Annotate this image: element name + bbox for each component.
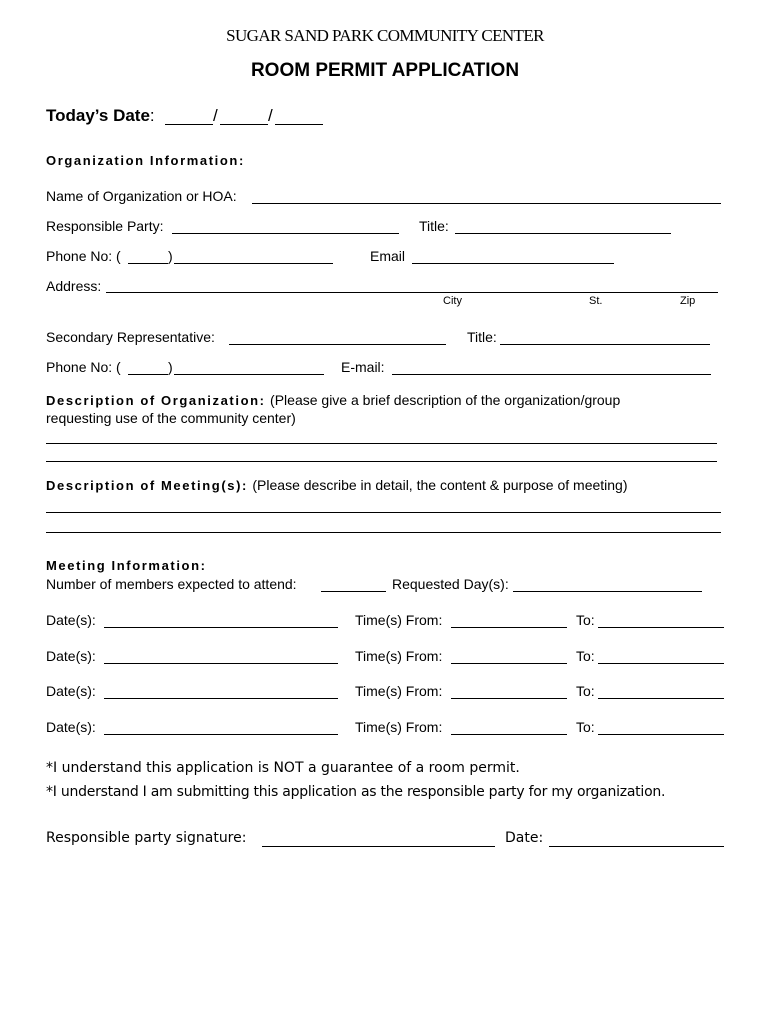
time-to-label: To:: [576, 648, 595, 664]
desc-org-row: [46, 392, 620, 410]
state-label: St.: [589, 295, 603, 307]
phone2-paren: ): [168, 359, 173, 375]
meeting-info-heading: Meeting Information:: [46, 558, 207, 573]
date-label: Date(s):: [46, 719, 96, 735]
secondary-rep-label: Secondary Representative:: [46, 329, 215, 345]
desc-meeting-line-1[interactable]: [46, 512, 721, 513]
phone-area-code-field[interactable]: [128, 263, 168, 264]
phone-paren: ): [168, 248, 173, 264]
desc-org-heading: Description of Organization:: [46, 393, 266, 408]
address-label: Address:: [46, 278, 102, 294]
time-to-field[interactable]: [598, 698, 724, 699]
title-field[interactable]: [455, 233, 671, 234]
date-field[interactable]: [104, 734, 338, 735]
time-to-label: To:: [576, 719, 595, 735]
phone2-area-code-field[interactable]: [128, 374, 168, 375]
signature-date-field[interactable]: [549, 846, 724, 847]
time-from-field[interactable]: [451, 627, 567, 628]
members-field[interactable]: [321, 591, 386, 592]
time-to-field[interactable]: [598, 627, 724, 628]
time-from-field[interactable]: [451, 734, 567, 735]
acknowledgement-guarantee: *I understand this application is NOT a guarantee of a room permit.: [46, 760, 520, 776]
form-title: ROOM PERMIT APPLICATION: [250, 60, 520, 81]
desc-org-instructions: (Please give a brief description of the organization/group: [270, 392, 621, 408]
email2-field[interactable]: [392, 374, 711, 375]
signature-date-label: Date:: [505, 830, 544, 846]
city-label: City: [443, 295, 462, 307]
email2-label: E-mail:: [341, 359, 385, 375]
signature-label: Responsible party signature:: [46, 830, 247, 846]
org-info-heading: Organization Information:: [46, 153, 245, 168]
desc-org-line-2[interactable]: [46, 461, 717, 462]
desc-meeting-row: [46, 477, 628, 495]
date-day-field[interactable]: [220, 124, 268, 125]
secondary-title-field[interactable]: [500, 344, 710, 345]
desc-meeting-line-2[interactable]: [46, 532, 721, 533]
todays-date-row: [46, 106, 155, 126]
requested-days-field[interactable]: [513, 591, 702, 592]
phone-number-field[interactable]: [174, 263, 333, 264]
date-separator: /: [213, 106, 218, 125]
phone2-label: Phone No: (: [46, 359, 121, 375]
date-separator: /: [268, 106, 273, 125]
signature-field[interactable]: [262, 846, 495, 847]
time-from-label: Time(s) From:: [355, 612, 443, 628]
phone2-number-field[interactable]: [174, 374, 324, 375]
time-from-label: Time(s) From:: [355, 683, 443, 699]
secondary-title-label: Title:: [467, 329, 497, 345]
time-to-label: To:: [576, 612, 595, 628]
date-label: Date(s):: [46, 683, 96, 699]
date-field[interactable]: [104, 663, 338, 664]
time-from-label: Time(s) From:: [355, 648, 443, 664]
time-to-label: To:: [576, 683, 595, 699]
desc-meeting-instructions: (Please describe in detail, the content & purpose of meeting): [252, 477, 628, 493]
date-field[interactable]: [104, 698, 338, 699]
desc-meeting-heading: Description of Meeting(s):: [46, 478, 248, 493]
responsible-party-label: Responsible Party:: [46, 218, 164, 234]
date-month-field[interactable]: [165, 124, 213, 125]
members-label: Number of members expected to attend:: [46, 576, 297, 592]
desc-org-line-1[interactable]: [46, 443, 717, 444]
title-label: Title:: [419, 218, 449, 234]
todays-date-label: Today’s Date: [46, 106, 150, 125]
center-name: SUGAR SAND PARK COMMUNITY CENTER: [226, 26, 544, 45]
org-name-label: Name of Organization or HOA:: [46, 188, 237, 204]
org-name-field[interactable]: [252, 203, 721, 204]
date-label: Date(s):: [46, 612, 96, 628]
address-field[interactable]: [106, 292, 718, 293]
email-label: Email: [370, 248, 406, 264]
email-field[interactable]: [412, 263, 614, 264]
time-from-field[interactable]: [451, 663, 567, 664]
responsible-party-field[interactable]: [172, 233, 399, 234]
requested-days-label: Requested Day(s):: [392, 576, 509, 592]
time-to-field[interactable]: [598, 663, 724, 664]
todays-date-colon: :: [149, 106, 155, 125]
zip-label: Zip: [680, 295, 696, 307]
time-from-field[interactable]: [451, 698, 567, 699]
acknowledgement-responsibility: *I understand I am submitting this application as the responsible party for my organization.: [46, 784, 666, 800]
date-field[interactable]: [104, 627, 338, 628]
secondary-rep-field[interactable]: [229, 344, 446, 345]
phone-label: Phone No: (: [46, 248, 121, 264]
time-to-field[interactable]: [598, 734, 724, 735]
time-from-label: Time(s) From:: [355, 719, 443, 735]
desc-org-instructions-cont: requesting use of the community center): [46, 410, 296, 426]
date-label: Date(s):: [46, 648, 96, 664]
date-year-field[interactable]: [275, 124, 323, 125]
